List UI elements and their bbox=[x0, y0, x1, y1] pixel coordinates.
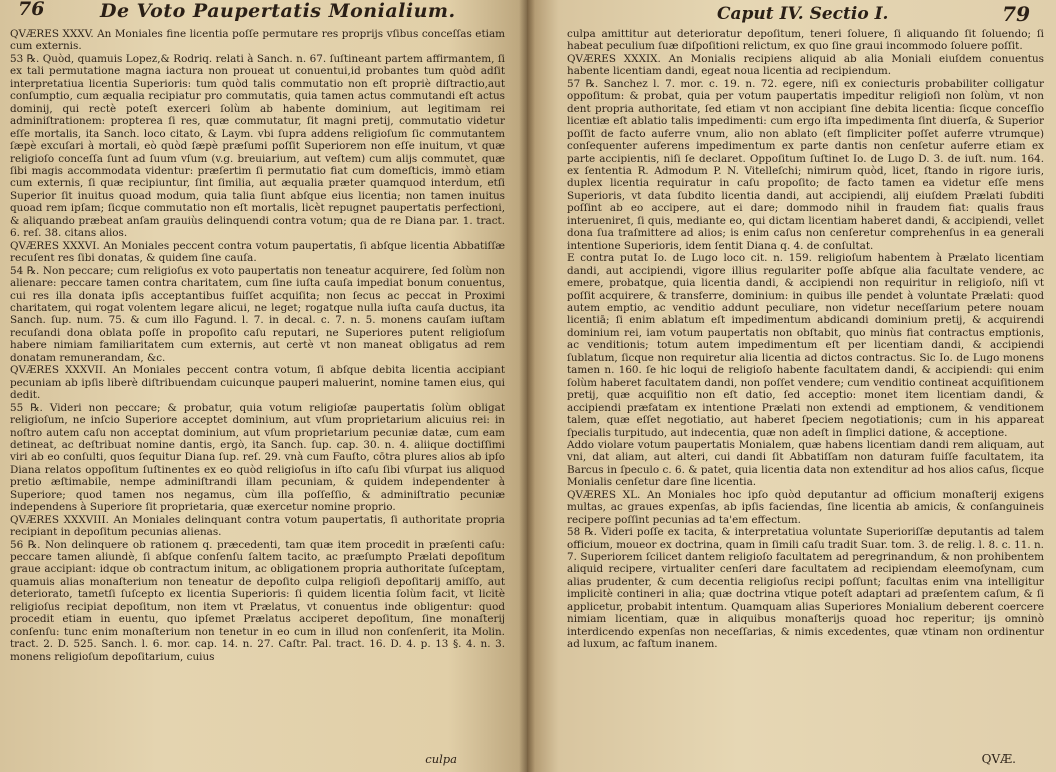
question-xxxv: QVÆRES XXXV. An Moniales fine licentia poſſe permutare res proprijs vſibus conceſſas etiam cum externis. bbox=[10, 28, 505, 53]
right-catchword: QVÆ. bbox=[981, 752, 1016, 766]
answer-56: 56 ℞. Non delinquere ob rationem q. præcedenti, tam quæ item procedit in præſenti caſu: peccare tamen aliundè, ſi abſque conſenſu ſaltem tacito, ac præſumpto Prælati depoſitum graue accipiant: idque ob contractum initum, ac obligationem propria authoritate ſuſceptam, quamuis alias monaſterium non teneatur de depoſito culpa religioſi depoſitarij amiſſo, aut deteriorato, tametſi ſuſcepto ex licentia Superioris: ſi quidem licentia ſolùm facit, vt licitè religioſus recipiat depoſitum, non item vt Prælatus, vt conuentus inde obligentur: quod procedit etiam in euentu, quo ipſemet Prælatus acciperet depoſitum, ſine monaſterij conſenſu: tunc enim monaſterium non tenetur in eo cum in illud non conſenſerit, ita Molin. tract. 2. D. 525. Sanch. l. 6. mor. cap. 14. n. 27. Caſtr. Pal. tract. 16. D. 4. p. 13 §. 4. n. 3. monens religioſum depoſitarium, cuius bbox=[10, 538, 505, 663]
right-page-body bbox=[567, 28, 1044, 651]
answer-57: 57 ℞. Sanchez l. 7. mor. c. 19. n. 72. egere, niſi ex coniecturis probabiliter colligatur oppoſitum: & probat, quia per votum paupertatis impeditur religioſi non ſolùm, vt non dent propria authoritate, ſed etiam vt non accipiant ſine debita licentia: ſicque conceſſio licentiæ eſt ablatio talis impedimenti: cum ergo iſta impedimenta ſint diuerſa, & Superior poſſit de facto auferre vnum, alio non ablato (eſt ſimpliciter poſſet auferre vtrumque) conſequenter auferens impedimentum ex parte dantis non cenſetur auferre etiam ex parte accipientis, niſi ſe declaret. Oppoſitum ſuſtinet Io. de Lugo D. 3. de iuſt. num. 164. ex ſententia R. Admodum P. N. Vitelleſchi; nimirum quòd, licet, ſtando in rigore iuris, duplex licentia requiratur in caſu propoſito; de facto tamen ea videtur eſſe mens Superioris, vt data ſubdito licentia dandi, aut accipiendi, alij eiuſdem Prælati ſubditi poſſint ab eo accipere, aut ei dare; dommodo nihil in fraudem fiat: qualis fraus interueniret, ſi quis, mediante eo, qui dictam licentiam haberet dandi, & accipiendi, vellet dona ſua traſmittere ad alios; is enim caſus non cenſeretur comprehenſus in ea generali intentione Superioris, idem ſentit Diana q. 4. de conſultat. bbox=[567, 77, 1044, 252]
question-xxxviii: QVÆRES XXXVIII. An Moniales delinquant contra votum paupertatis, ſi authoritate propria recipiant in depoſitum pecunias alienas. bbox=[10, 513, 505, 539]
left-page-header bbox=[10, 2, 505, 28]
contra-paragraph: E contra putat Io. de Lugo loco cit. n. 159. religioſum habentem à Prælato licentiam dandi, aut accipiendi, vigore illius regulariter poſſe abſque alia facultate vendere, ac emere, probatque, quia licentia dandi, & accipiendi non requiritur in religioſo, niſi vt poſſit acquirere, & transferre, dominium: in quibus ille pendet à voluntate Prælati: quod autem emptio, ac venditio addunt peculiare, non videtur neceſſarium petere nouam licentiā; ſi enim ablatum eſt impedimentum abdicandi dominium pretij, & acquirendi dominium rei, iam votum paupertatis non obſtabit, quo minùs fiat contractus emptionis, ac venditionis; totum autem impedimentum eſt per licentiam dandi, & accipiendi ſublatum, ſicque non requiretur alia licentia ad dictos contractus. Sic Io. de Lugo monens tamen n. 160. ſe hic loqui de religioſo habente facultatem dandi, & accipiendi: qui enim ſolùm haberet facultatem dandi, non poſſet vendere; cum venditio contineat acquiſitionem pretij, quæ acquiſitio non eſt datio, ſed acceptio: monet item licentiam dandi, & accipiendi præfatam ex intentione Prælati non extendi ad emptionem, & venditionem talem, quæ eſſet negotiatio, aut haberet ſpeciem negotiationis; cum in his appareat ſpecialis turpitudo, aut indecentia, quæ non adeſt in ſimplici datione, & acceptione. bbox=[567, 252, 1044, 439]
book-gutter bbox=[519, 0, 535, 772]
question-xl: QVÆRES XL. An Moniales hoc ipſo quòd deputantur ad officium monaſterij exigens multas, ac graues expenſas, ab ipſis faciendas, ſine licentia ab amicis, & conſanguineis recipere poſſint pecunias ad ta'em effectum. bbox=[567, 488, 1044, 526]
question-xxxix: QVÆRES XXXIX. An Monialis recipiens aliquid ab alia Moniali eiuſdem conuentus habente licentiam dandi, egeat noua licentia ad recipiendum. bbox=[567, 52, 1044, 78]
addo-paragraph: Addo violare votum paupertatis Monialem, quæ habens licentiam dandi rem aliquam, aut vni, dat aliam, aut alteri, cui dandi ſit Abbatiſſam non daturam fuiſſe facultatem, ita Barcus in ſpeculo c. 6. & patet, quia licentia data non extenditur ad hos alios caſus, ſicque Monialis cenſetur dare ſine licentia. bbox=[567, 438, 1044, 489]
right-page-header bbox=[567, 2, 1044, 28]
question-xxxvi: QVÆRES XXXVI. An Moniales peccent contra votum paupertatis, ſi abſque licentia Abbatiſſæ recuſent res ſibi donatas, & quidem ſine cauſa. bbox=[10, 239, 505, 265]
question-xxxvii: QVÆRES XXXVII. An Moniales peccent contra votum, ſi abſque debita licentia accipiant pecuniam ab ipſis liberè diſtribuendam cuicunque pauperi maluerint, nomine tamen eius, qui dedit. bbox=[10, 364, 505, 402]
left-catchword: culpa bbox=[425, 752, 457, 766]
left-page bbox=[0, 0, 527, 772]
left-running-head: De Voto Paupertatis Monialium. bbox=[100, 0, 456, 22]
right-page bbox=[527, 0, 1056, 772]
left-page-body bbox=[10, 28, 505, 663]
answer-53: 53 ℞. Quòd, quamuis Lopez,& Rodriq. relati à Sanch. n. 67. ſuſtineant partem affirmantem, ſi ex tali permutatione magna iactura non proueat ut conuentui,id probantes tum quòd adſit interpretatiua licentia Superioris: tum quòd talis commutatio non eſt propriè diſtractio,aut conſumptio, cum æqualia recipiatur pro commutatis, quia tamen actus commutandi eſt actus dominij, qui rectè poteſt exerceri ſolùm ab habente dominium, aut legitimam rei adminiſtrationem: propterea ſi res, quæ commutatur, ſit magni pretij, commutatio videtur eſſe mortalis, ita Sanch. loco citato, & Laym. vbi ſupra addens religioſum ſic commutantem ſæpè excuſari à mortali, eò quòd ſæpè præſumi poſſit Superiorem non eſſe inuitum, vt quæ religioſo conceſſa ſunt ad ſuum vſum (v.g. breuiarium, aut veſtem) cum alijs commutet, quæ ſibi magis accommodata videntur: præſertim ſi permutatio fiat cum domeſticis, immò etiam cum externis, ſi quæ recipiuntur, ſint ſimilia, aut æqualia præter quamquod interdum, etſi Superior ſit inuitus quoad modum, quia talia ſiunt abſque eius licentia; non tamen inuitus quoad rem ipſam; ſicque commutatio non eſt mortalis, licèt repugnet paupertatis perfectioni, & aliquando præbeat anſam grauiùs delinquendi contra votum; qua de re Diana par. 1. tract. 6. reſ. 38. citans alios. bbox=[10, 52, 505, 240]
continuation-text: culpa amittitur aut deterioratur depoſitum, teneri ſoluere, ſi aliquando ſit ſoluendo; ſi habeat peculium ſuæ diſpoſitioni relictum, ex quo ſine graui incommodo ſoluere poſſit. bbox=[567, 28, 1044, 53]
right-running-head: Caput IV. Sectio I. bbox=[717, 4, 889, 24]
right-page-number: 79 bbox=[1002, 2, 1030, 26]
answer-58: 58 ℞. Videri poſſe ex tacita, & interpretatiua voluntate Superioriſſæ deputantis ad talem officium, moueor ex doctrina, quam in ſimili caſu tradit Suar. tom. 3. de relig. l. 8. c. 11. n. 7. Superiorem ſcilicet dantem religioſo facultatem ad peregrinandum, & non prohibentem aliquid recipere, virtualiter cenſeri dare facultatem ad recipiendam eleemoſynam, cum alias prudenter, & cum decentia religioſus recipi poſſunt; facultas enim vna intelligitur implicitè contineri in alia; quæ doctrina vtique poteſt adaptari ad præſentem caſum, & ſi applicetur, probabit intentum. Quamquam alias Superiores Monialium deberent coercere nimiam licentiam, quæ in aliquibus monaſterijs quoad hoc reperitur; ijs omninò interdicendo expenſas non neceſſarias, & nimis excedentes, quæ vtinam non ordinentur ad luxum, ac faſtum inanem. bbox=[567, 526, 1044, 651]
answer-54: 54 ℞. Non peccare; cum religioſus ex voto paupertatis non teneatur acquirere, ſed ſolùm non alienare: peccare tamen contra charitatem, cum ſine iuſta cauſa impediat bonum conuentus, cui res illa donata ipſis acceptantibus fuiſſet acquiſita; non ſecus ac peccat in Proximi charitatem, qui rogat volentem legare alicui, ne leget; rogatque nulla iuſta cauſa ductus, ita Sanch. ſup. num. 75. & cum illo Fagund. l. 7. in decal. c. 7. n. 5. monens cauſam iuſtam recuſandi dona oblata poſſe in propoſito caſu reputari, ne Superiores putent religioſum habere nimiam familiaritatem cum externis, aut certè vt non maneat obligatus ad rem donatam remunerandam, &c. bbox=[10, 264, 505, 364]
answer-55: 55 ℞. Videri non peccare; & probatur, quia votum religioſæ paupertatis ſolùm obligat religioſum, ne inſcio Superiore acceptet dominium, aut vſum proprietarium alicuius rei: in noſtro autem caſu non acceptat dominium, aut vſum proprietarium pecuniæ datæ, cum eam detineat, ac deſtribuat nomine dantis, ergò, ita Sanch. ſup. cap. 30. n. 4. aliique doctiſſimi viri ab eo conſulti, quos ſequitur Diana ſup. reſ. 29. vnà cum Fauſto, cōtra plures alios ab ipſo Diana relatos oppoſitum ſuſtinentes ex eo quòd religioſus in iſto caſu ſibi vſurpat ius aliquod pretio æſtimabile, nempe adminiſtrandi illam pecuniam, & quidem independenter à Superiore; quod tamen nos negamus, cùm illa poſſeſſio, & adminiſtratio pecuniæ independens à Superiore ſit proprietaria, quæ exercetur nomine proprio. bbox=[10, 401, 505, 514]
left-page-number: 76 bbox=[18, 0, 45, 20]
